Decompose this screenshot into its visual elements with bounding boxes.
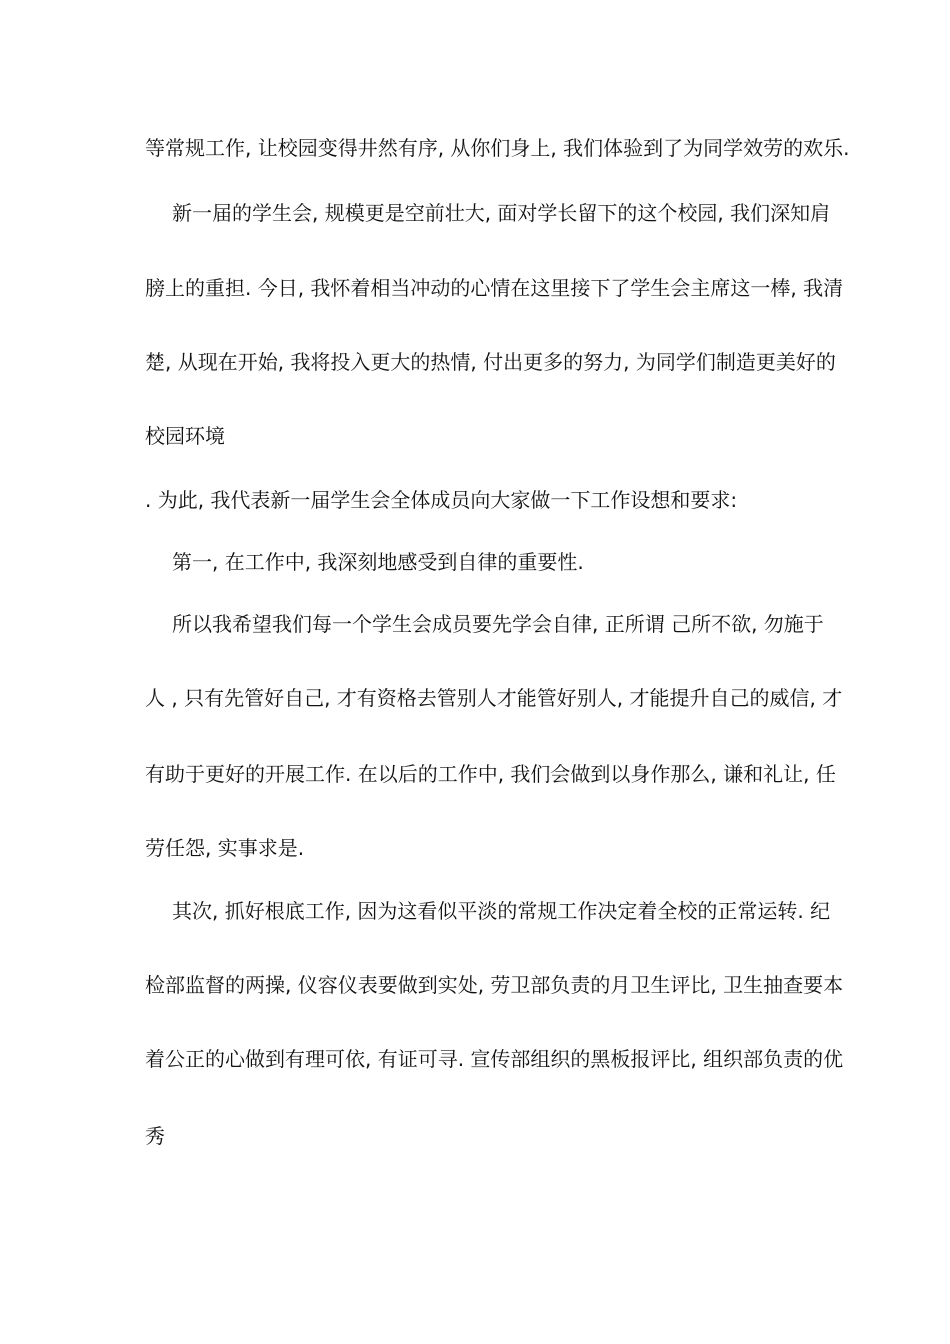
text-line: 等常规工作, 让校园变得井然有序, 从你们身上, 我们体验到了为同学效劳的欢乐. [145,136,850,160]
text-line: 新一届的学生会, 规模更是空前壮大, 面对学长留下的这个校园, 我们深知肩 [172,201,831,225]
text-line: 着公正的心做到有理可依, 有证可寻. 宣传部组织的黑板报评比, 组织部负责的优 [145,1047,844,1071]
text-line: 膀上的重担. 今日, 我怀着相当冲动的心情在这里接下了学生会主席这一棒, 我清 [145,276,844,300]
text-line: 劳任怨, 实事求是. [145,836,305,860]
text-line: . 为此, 我代表新一届学生会全体成员向大家做一下工作设想和要求: [145,488,738,512]
text-line: 有助于更好的开展工作. 在以后的工作中, 我们会做到以身作那么, 谦和礼让, 任 [145,762,836,786]
text-line: 检部监督的两操, 仪容仪表要做到实处, 劳卫部负责的月卫生评比, 卫生抽查要本 [145,973,844,997]
text-line: 楚, 从现在开始, 我将投入更大的热情, 付出更多的努力, 为同学们制造更美好的 [145,350,836,374]
text-line: 其次, 抓好根底工作, 因为这看似平淡的常规工作决定着全校的正常运转. 纪 [172,899,831,923]
text-line: 所以我希望我们每一个学生会成员要先学会自律, 正所谓 己所不欲, 勿施于 [172,612,824,636]
text-line: 人 , 只有先管好自己, 才有资格去管别人才能管好别人, 才能提升自己的威信, 才 [145,686,843,710]
text-line: 秀 [145,1124,165,1148]
text-line: 第一, 在工作中, 我深刻地感受到自律的重要性. [172,550,584,574]
text-line: 校园环境 [145,424,225,448]
